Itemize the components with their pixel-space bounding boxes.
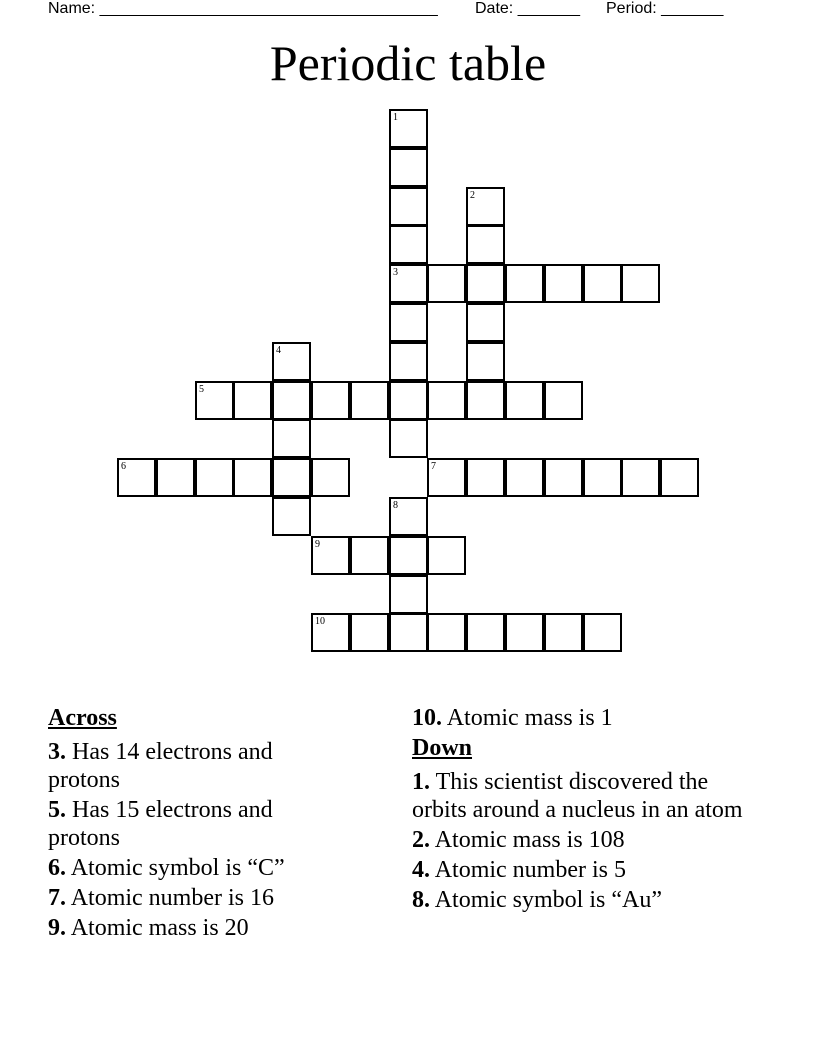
crossword-cell[interactable] — [350, 381, 389, 420]
clue-number: 9. — [48, 915, 66, 941]
crossword-cell[interactable] — [272, 342, 311, 381]
clue-number-label: 8 — [393, 500, 398, 511]
crossword-cell[interactable] — [466, 613, 505, 652]
crossword-cell[interactable] — [233, 458, 272, 497]
clue-down-2 — [412, 826, 757, 854]
crossword-cell[interactable] — [389, 148, 428, 187]
crossword-cell[interactable] — [389, 225, 428, 264]
clue-text: Atomic symbol is “C” — [70, 855, 285, 881]
clue-number: 3. — [48, 739, 66, 765]
crossword-cell[interactable] — [311, 381, 350, 420]
clue-text: Atomic symbol is “Au” — [434, 887, 662, 913]
down-heading: Down — [412, 735, 473, 761]
crossword-cell[interactable] — [233, 381, 272, 420]
crossword-cell[interactable] — [272, 497, 311, 536]
clue-number-label: 9 — [315, 539, 320, 550]
crossword-cell[interactable] — [117, 458, 156, 497]
clue-down-4 — [412, 856, 757, 884]
crossword-cell[interactable] — [311, 458, 350, 497]
crossword-cell[interactable] — [311, 613, 350, 652]
clue-down-1 — [412, 768, 757, 824]
crossword-cell[interactable] — [389, 613, 428, 652]
clue-text: Has 14 electrons and protons — [48, 739, 273, 793]
crossword-cell[interactable] — [583, 264, 622, 303]
clue-number-label: 1 — [393, 112, 398, 123]
crossword-cell[interactable] — [272, 458, 311, 497]
crossword-cell[interactable] — [389, 575, 428, 614]
crossword-cell[interactable] — [427, 458, 466, 497]
clue-across-9 — [48, 914, 338, 942]
crossword-cell[interactable] — [389, 419, 428, 458]
clues-left-column — [48, 704, 338, 944]
crossword-cell[interactable] — [427, 381, 466, 420]
crossword-cell[interactable] — [621, 458, 660, 497]
clue-across-7 — [48, 884, 338, 912]
crossword-cell[interactable] — [427, 613, 466, 652]
clue-text: Atomic number is 16 — [70, 885, 274, 911]
crossword-cell[interactable] — [389, 264, 428, 303]
clue-number-label: 7 — [431, 461, 436, 472]
crossword-cell[interactable] — [156, 458, 195, 497]
crossword-cell[interactable] — [466, 381, 505, 420]
crossword-cell[interactable] — [389, 109, 428, 148]
crossword-cell[interactable] — [466, 187, 505, 226]
crossword-cell[interactable] — [389, 342, 428, 381]
page-title: Periodic table — [269, 35, 547, 91]
clue-number-label: 3 — [393, 267, 398, 278]
crossword-cell[interactable] — [583, 613, 622, 652]
crossword-cell[interactable] — [466, 264, 505, 303]
clue-number-label: 6 — [121, 461, 126, 472]
crossword-cell[interactable] — [583, 458, 622, 497]
clue-number: 5. — [48, 797, 66, 823]
clue-text: Atomic mass is 1 — [446, 705, 613, 731]
period-field-label: Period: _______ — [606, 0, 724, 17]
clue-number-label: 10 — [315, 616, 325, 627]
crossword-cell[interactable] — [505, 458, 544, 497]
clue-number: 4. — [412, 857, 430, 883]
clue-number: 7. — [48, 885, 66, 911]
clue-number-label: 2 — [470, 190, 475, 201]
clue-number: 10. — [412, 705, 442, 731]
clue-text: Has 15 electrons and protons — [48, 797, 273, 851]
clue-text: Atomic mass is 20 — [70, 915, 249, 941]
crossword-cell[interactable] — [466, 342, 505, 381]
across-heading: Across — [48, 705, 117, 731]
crossword-cell[interactable] — [389, 381, 428, 420]
clues-right-column — [412, 704, 757, 916]
clue-across-3 — [48, 738, 338, 794]
crossword-cell[interactable] — [389, 303, 428, 342]
crossword-cell[interactable] — [272, 419, 311, 458]
crossword-cell[interactable] — [389, 187, 428, 226]
clue-across-6 — [48, 854, 338, 882]
clue-number: 8. — [412, 887, 430, 913]
clue-number-label: 5 — [199, 384, 204, 395]
crossword-cell[interactable] — [466, 303, 505, 342]
crossword-cell[interactable] — [195, 458, 234, 497]
clue-number: 1. — [412, 769, 430, 795]
crossword-cell[interactable] — [505, 264, 544, 303]
clue-number: 6. — [48, 855, 66, 881]
crossword-cell[interactable] — [272, 381, 311, 420]
date-field-label: Date: _______ — [475, 0, 580, 17]
crossword-cell[interactable] — [466, 225, 505, 264]
crossword-cell[interactable] — [311, 536, 350, 575]
clue-text: This scientist discovered the orbits around a nucleus in an atom — [412, 769, 743, 823]
crossword-cell[interactable] — [389, 497, 428, 536]
clue-across-10 — [412, 704, 757, 732]
clue-across-5 — [48, 796, 338, 852]
crossword-cell[interactable] — [427, 536, 466, 575]
crossword-cell[interactable] — [544, 381, 583, 420]
clue-number-label: 4 — [276, 345, 281, 356]
crossword-cell[interactable] — [621, 264, 660, 303]
clue-text: Atomic mass is 108 — [434, 827, 625, 853]
crossword-cell[interactable] — [389, 536, 428, 575]
crossword-cell[interactable] — [466, 458, 505, 497]
crossword-cell[interactable] — [427, 264, 466, 303]
clue-down-8 — [412, 886, 757, 914]
crossword-cell[interactable] — [195, 381, 234, 420]
crossword-cell[interactable] — [544, 613, 583, 652]
clue-text: Atomic number is 5 — [434, 857, 626, 883]
name-field-label: Name: ______________________________________ — [48, 0, 438, 17]
crossword-cell[interactable] — [350, 613, 389, 652]
clue-number: 2. — [412, 827, 430, 853]
crossword-cell[interactable] — [660, 458, 699, 497]
crossword-cell[interactable] — [544, 264, 583, 303]
crossword-cell[interactable] — [350, 536, 389, 575]
crossword-cell[interactable] — [544, 458, 583, 497]
crossword-cell[interactable] — [505, 381, 544, 420]
crossword-cell[interactable] — [505, 613, 544, 652]
